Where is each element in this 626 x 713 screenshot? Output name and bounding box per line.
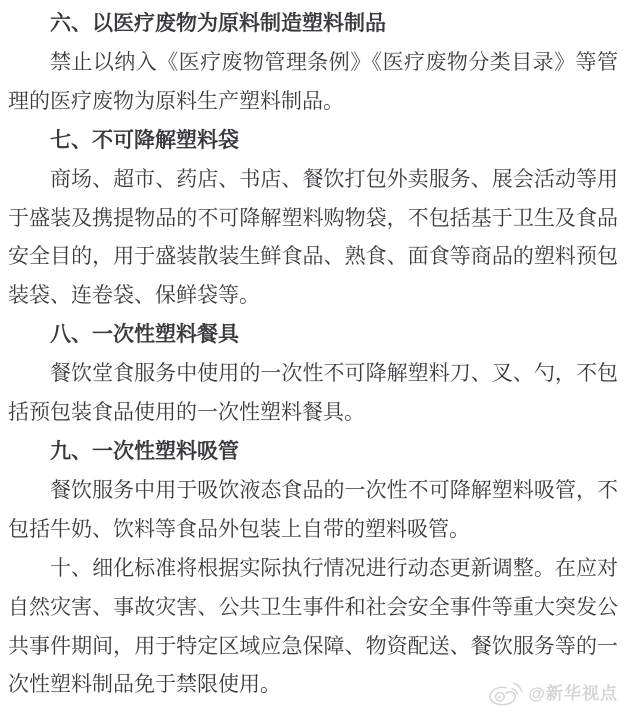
watermark-text: @新华视点 — [528, 683, 618, 703]
section-heading: 九、一次性塑料吸管 — [50, 438, 239, 463]
section-heading: 八、一次性塑料餐具 — [50, 322, 239, 347]
section-heading: 六、以医疗废物为原料制造塑料制品 — [50, 11, 386, 35]
section-paragraph: 十、细化标准将根据实际执行情况进行动态更新调整。在应对自然灾害、事故灾害、公共卫生事件和社会安全事件等重大突发公共事件期间，用于特定区域应急保障、物资配送、餐饮服务等的一次性塑料制品免于禁限使用。 — [8, 555, 618, 697]
section-paragraph: 餐饮堂食服务中使用的一次性不可降解塑料刀、叉、勺，不包括预包装食品使用的一次性塑料餐具。 — [8, 361, 618, 425]
section-paragraph: 餐饮服务中用于吸饮液态食品的一次性不可降解塑料吸管，不包括牛奶、饮料等食品外包装上自带的塑料吸管。 — [8, 477, 618, 541]
section-paragraph: 商场、超市、药店、书店、餐饮打包外卖服务、展会活动等用于盛装及携提物品的不可降解塑料购物袋，不包括基于卫生及食品安全目的，用于盛装散装生鲜食品、熟食、面食等商品的塑料预包装袋、连卷袋、保鲜袋等。 — [8, 166, 618, 308]
weibo-icon — [486, 679, 524, 707]
document-body — [8, 4, 618, 704]
watermark — [486, 679, 618, 707]
section-paragraph: 禁止以纳入《医疗废物管理条例》《医疗废物分类目录》等管理的医疗废物为原料生产塑料制品。 — [8, 49, 618, 113]
section-heading: 七、不可降解塑料袋 — [50, 127, 239, 152]
